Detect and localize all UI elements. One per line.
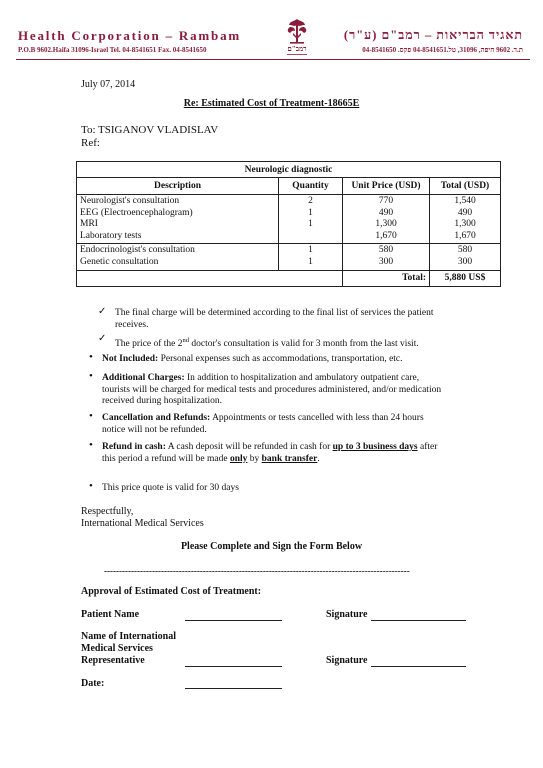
col-total: Total (USD)	[430, 178, 501, 195]
cell-quantity: 1	[308, 207, 313, 218]
note-text: after	[417, 442, 438, 452]
header-rule	[16, 59, 530, 60]
note-validity: This price quote is valid for 30 days	[102, 483, 239, 493]
bullet-dot-icon: •	[89, 370, 93, 382]
date-field[interactable]	[185, 688, 282, 689]
cell-quantity: 2	[308, 196, 313, 206]
cell-quantity: 1	[308, 219, 313, 230]
note-line: received during hospitalization.	[102, 396, 223, 406]
table-caption: Neurologic diagnostic	[77, 162, 501, 178]
check-icon: ✓	[98, 333, 107, 344]
note-text: by	[247, 453, 262, 464]
cell-total: 1,300	[454, 219, 476, 230]
note-emphasis: up to 3 business days	[332, 442, 418, 452]
cell-unit-price: 770	[378, 196, 394, 206]
table-row	[77, 195, 501, 244]
check-icon: ✓	[98, 306, 107, 317]
cell-total: 1,670	[454, 230, 476, 241]
col-unit-price: Unit Price (USD)	[343, 178, 430, 195]
table-header-row	[77, 178, 501, 195]
cell-unit-price: 1,300	[375, 219, 397, 230]
org-header-he	[344, 28, 523, 54]
org-header-en	[18, 28, 241, 54]
bullet-dot-icon: •	[89, 439, 93, 451]
total-value: 5,880 US$	[430, 270, 501, 286]
note-text: this period a refund will be made	[102, 453, 230, 464]
rep-name-field[interactable]	[185, 666, 282, 667]
cell-unit-price: 580	[378, 245, 394, 256]
letter-date: July 07, 2014	[81, 79, 136, 90]
form-separator: ------------------------------------------------------------------------------------------------------	[104, 566, 410, 576]
note-text: doctor's consultation is valid for 3 month from the last visit.	[189, 339, 419, 350]
note-line: receives.	[115, 319, 149, 330]
patient-name-label: Patient Name	[81, 609, 140, 620]
total-label: Total:	[343, 270, 430, 286]
note-superscript: nd	[182, 337, 190, 344]
cell-unit-price: 490	[378, 207, 394, 218]
note-line: notice will not be refunded.	[102, 424, 207, 435]
note-cancellation	[102, 413, 424, 436]
cell-description: EEG (Electroencephalogram)	[80, 207, 193, 218]
rep-label-line3: Representative	[81, 655, 145, 666]
patient-signature-field[interactable]	[371, 620, 466, 621]
cell-quantity: 1	[308, 245, 313, 256]
form-heading: Please Complete and Sign the Form Below	[180, 541, 363, 552]
cell-description: Laboratory tests	[80, 230, 142, 241]
cell-total: 580	[457, 245, 473, 256]
total-row	[77, 270, 501, 286]
signature-label: Signature	[326, 609, 368, 620]
note-label: Additional Charges:	[102, 373, 185, 383]
note-refund	[102, 442, 437, 465]
note-additional-charges	[102, 373, 441, 408]
org-name-he: תאגיד הבריאות – רמב"ם (ע"ר)	[343, 28, 523, 42]
note-label: Not Included:	[102, 354, 159, 364]
note-text: Appointments or tests cancelled with less than 24 hours	[210, 413, 424, 423]
cell-description: MRI	[80, 219, 98, 230]
date-label: Date:	[81, 678, 105, 689]
cell-total: 300	[457, 256, 473, 267]
note-text: A cash deposit will be refunded in cash for	[165, 442, 333, 452]
rambam-logo	[281, 16, 313, 58]
recipient: To: TSIGANOV VLADISLAV	[81, 124, 219, 136]
letter-subject: Re: Estimated Cost of Treatment-18665E	[183, 98, 360, 109]
col-description: Description	[77, 178, 279, 195]
reference: Ref:	[81, 137, 100, 149]
cell-description: Neurologist's consultation	[80, 196, 180, 206]
org-address-he: ת.ד. 9602 חיפה, 31096, טל.04-8541651 פקס. 04-8541650	[362, 46, 523, 54]
rep-label-line1: Name of International	[81, 631, 176, 642]
patient-name-field[interactable]	[185, 620, 282, 621]
cell-unit-price: 300	[378, 256, 394, 267]
cell-description: Endocrinologist's consultation	[80, 245, 195, 256]
cost-table	[76, 161, 501, 287]
logo-text: רמב"ם	[287, 45, 307, 53]
signature-label: Signature	[326, 655, 368, 666]
table-row	[77, 244, 501, 270]
closing-respectfully: Respectfully,	[81, 506, 134, 517]
org-name-en: Health Corporation – Rambam	[18, 28, 242, 43]
rep-signature-field[interactable]	[371, 666, 466, 667]
note-line: tourists will be charged for medical tests and procedures administered, and/or medication	[102, 384, 442, 395]
note-label: Refund in cash:	[102, 442, 166, 452]
org-address-en: P.O.B 9602.Haifa 31096-Israel Tel. 04-8541651 Fax. 04-8541650	[18, 46, 207, 54]
note-second-consultation	[115, 335, 419, 351]
bullet-dot-icon: •	[89, 410, 93, 422]
note-text: Personal expenses such as accommodations, transportation, etc.	[158, 354, 403, 364]
note-line: The final charge will be determined according to the final list of services the patient	[115, 308, 434, 318]
note-not-included	[102, 354, 403, 366]
note-text: The price of the 2	[115, 339, 183, 350]
note-emphasis: bank transfer	[261, 453, 318, 464]
approval-title: Approval of Estimated Cost of Treatment:	[81, 586, 262, 597]
cell-unit-price: 1,670	[375, 230, 397, 241]
rep-label-line2: Medical Services	[81, 643, 153, 654]
closing-sender: International Medical Services	[81, 518, 204, 529]
cell-total: 490	[457, 207, 473, 218]
note-final-charge	[115, 308, 434, 331]
bullet-dot-icon: •	[89, 480, 93, 492]
note-text: .	[317, 453, 320, 464]
note-text: In addition to hospitalization and ambulatory outpatient care,	[184, 373, 420, 383]
cell-quantity: 1	[308, 256, 313, 267]
cell-total: 1,540	[454, 196, 476, 206]
note-label: Cancellation and Refunds:	[102, 413, 211, 423]
col-quantity: Quantity	[279, 178, 343, 195]
note-emphasis: only	[229, 453, 248, 464]
cell-description: Genetic consultation	[80, 256, 159, 267]
bullet-dot-icon: •	[89, 351, 93, 363]
